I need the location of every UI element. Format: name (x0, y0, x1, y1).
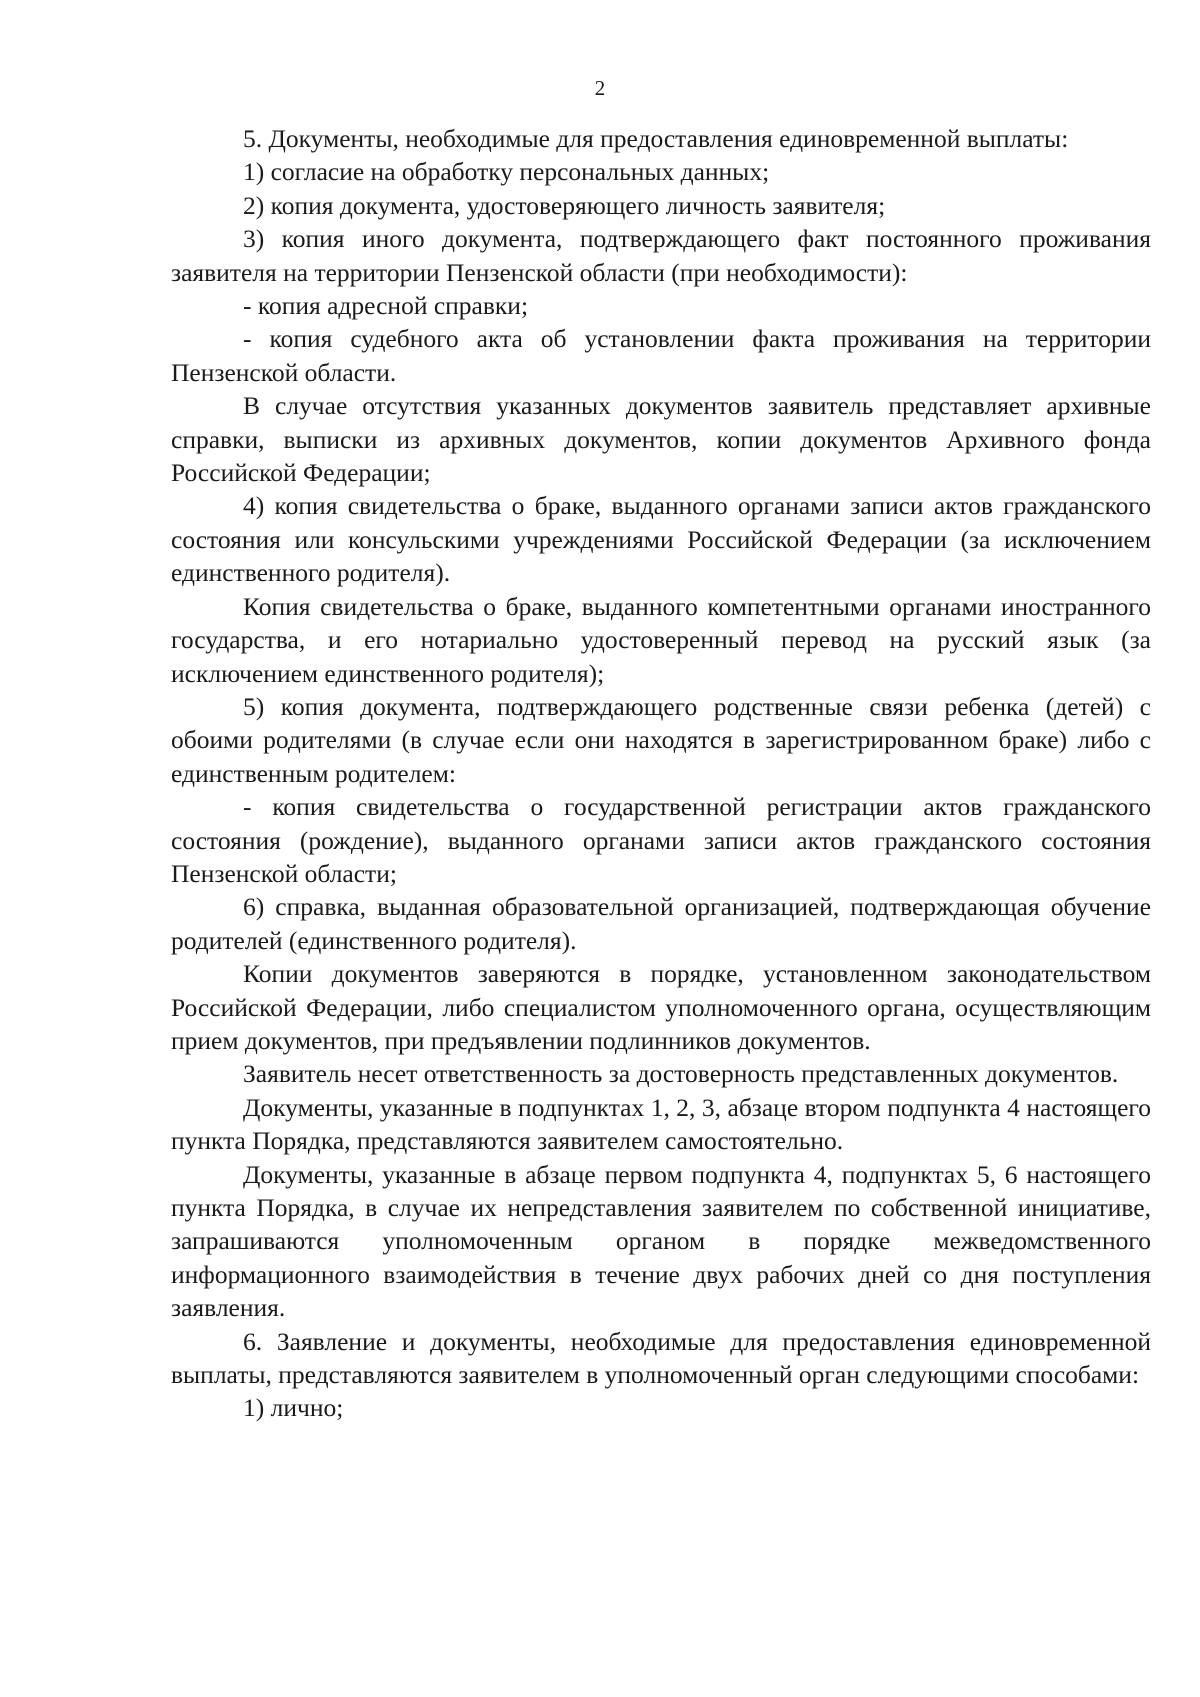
paragraph: 2) копия документа, удостоверяющего личность заявителя; (243, 190, 886, 220)
paragraph: В случае отсутствия указанных документов заявитель представляет архивные справки, выписки из архивных документов, копии документов Архивного фонда Российской Федерации; (171, 391, 1151, 488)
paragraph: 3) копия иного документа, подтверждающего факт постоянного проживания заявителя на территории Пензенской области (при необходимости): (171, 224, 1151, 287)
paragraph: 6. Заявление и документы, необходимые для предоставления единовременной выплаты, представляются заявителем в уполномоченный орган следующими способами: (171, 1326, 1151, 1390)
paragraph: Документы, указанные в подпунктах 1, 2, 3, абзаце втором подпункта 4 настоящего пункта Порядка, представляются заявителем самостоятельно. (171, 1092, 1151, 1156)
page-number: 2 (594, 76, 606, 100)
paragraph: 6) справка, выданная образовательной организацией, подтверждающая обучение родителей (единственного родителя). (171, 892, 1151, 955)
paragraph: - копия адресной справки; (243, 291, 529, 321)
paragraph: Копии документов заверяются в порядке, установленном законодательством Российской Федерации, либо специалистом уполномоченного органа, осуществляющим прием документов, при предъявлении подлинников документов. (171, 959, 1151, 1055)
paragraph: Документы, указанные в абзаце первом подпункта 4, подпунктах 5, 6 настоящего пункта Порядка, в случае их непредставления заявителем по собственной инициативе, запрашиваются уполномоченным органом в порядке межведомственного информационного взаимодействия в течение двух рабочих дней со дня поступления заявления. (171, 1159, 1151, 1323)
paragraph: Копия свидетельства о браке, выданного компетентными органами иностранного государства, и его нотариально удостоверенный перевод на русский язык (за исключением единственного родителя); (171, 591, 1151, 688)
paragraph: Заявитель несет ответственность за достоверность представленных документов. (243, 1059, 1119, 1089)
paragraph: 4) копия свидетельства о браке, выданного органами записи актов гражданского состояния или консульскими учреждениями Российской Федерации (за исключением единственного родителя). (171, 491, 1151, 588)
paragraph: 5) копия документа, подтверждающего родственные связи ребенка (детей) с обоими родителями (в случае если они находятся в зарегистрированном браке) либо с единственным родителем: (171, 691, 1151, 788)
paragraph: - копия судебного акта об установлении факта проживания на территории Пензенской области. (171, 324, 1151, 387)
paragraph: 1) лично; (243, 1393, 344, 1423)
paragraph: 1) согласие на обработку персональных данных; (243, 157, 770, 187)
paragraph: - копия свидетельства о государственной регистрации актов гражданского состояния (рождение), выданного органами записи актов гражданского состояния Пензенской области; (171, 792, 1151, 888)
paragraph: 5. Документы, необходимые для предоставления единовременной выплаты: (243, 124, 1069, 153)
document-body (171, 122, 1151, 1425)
